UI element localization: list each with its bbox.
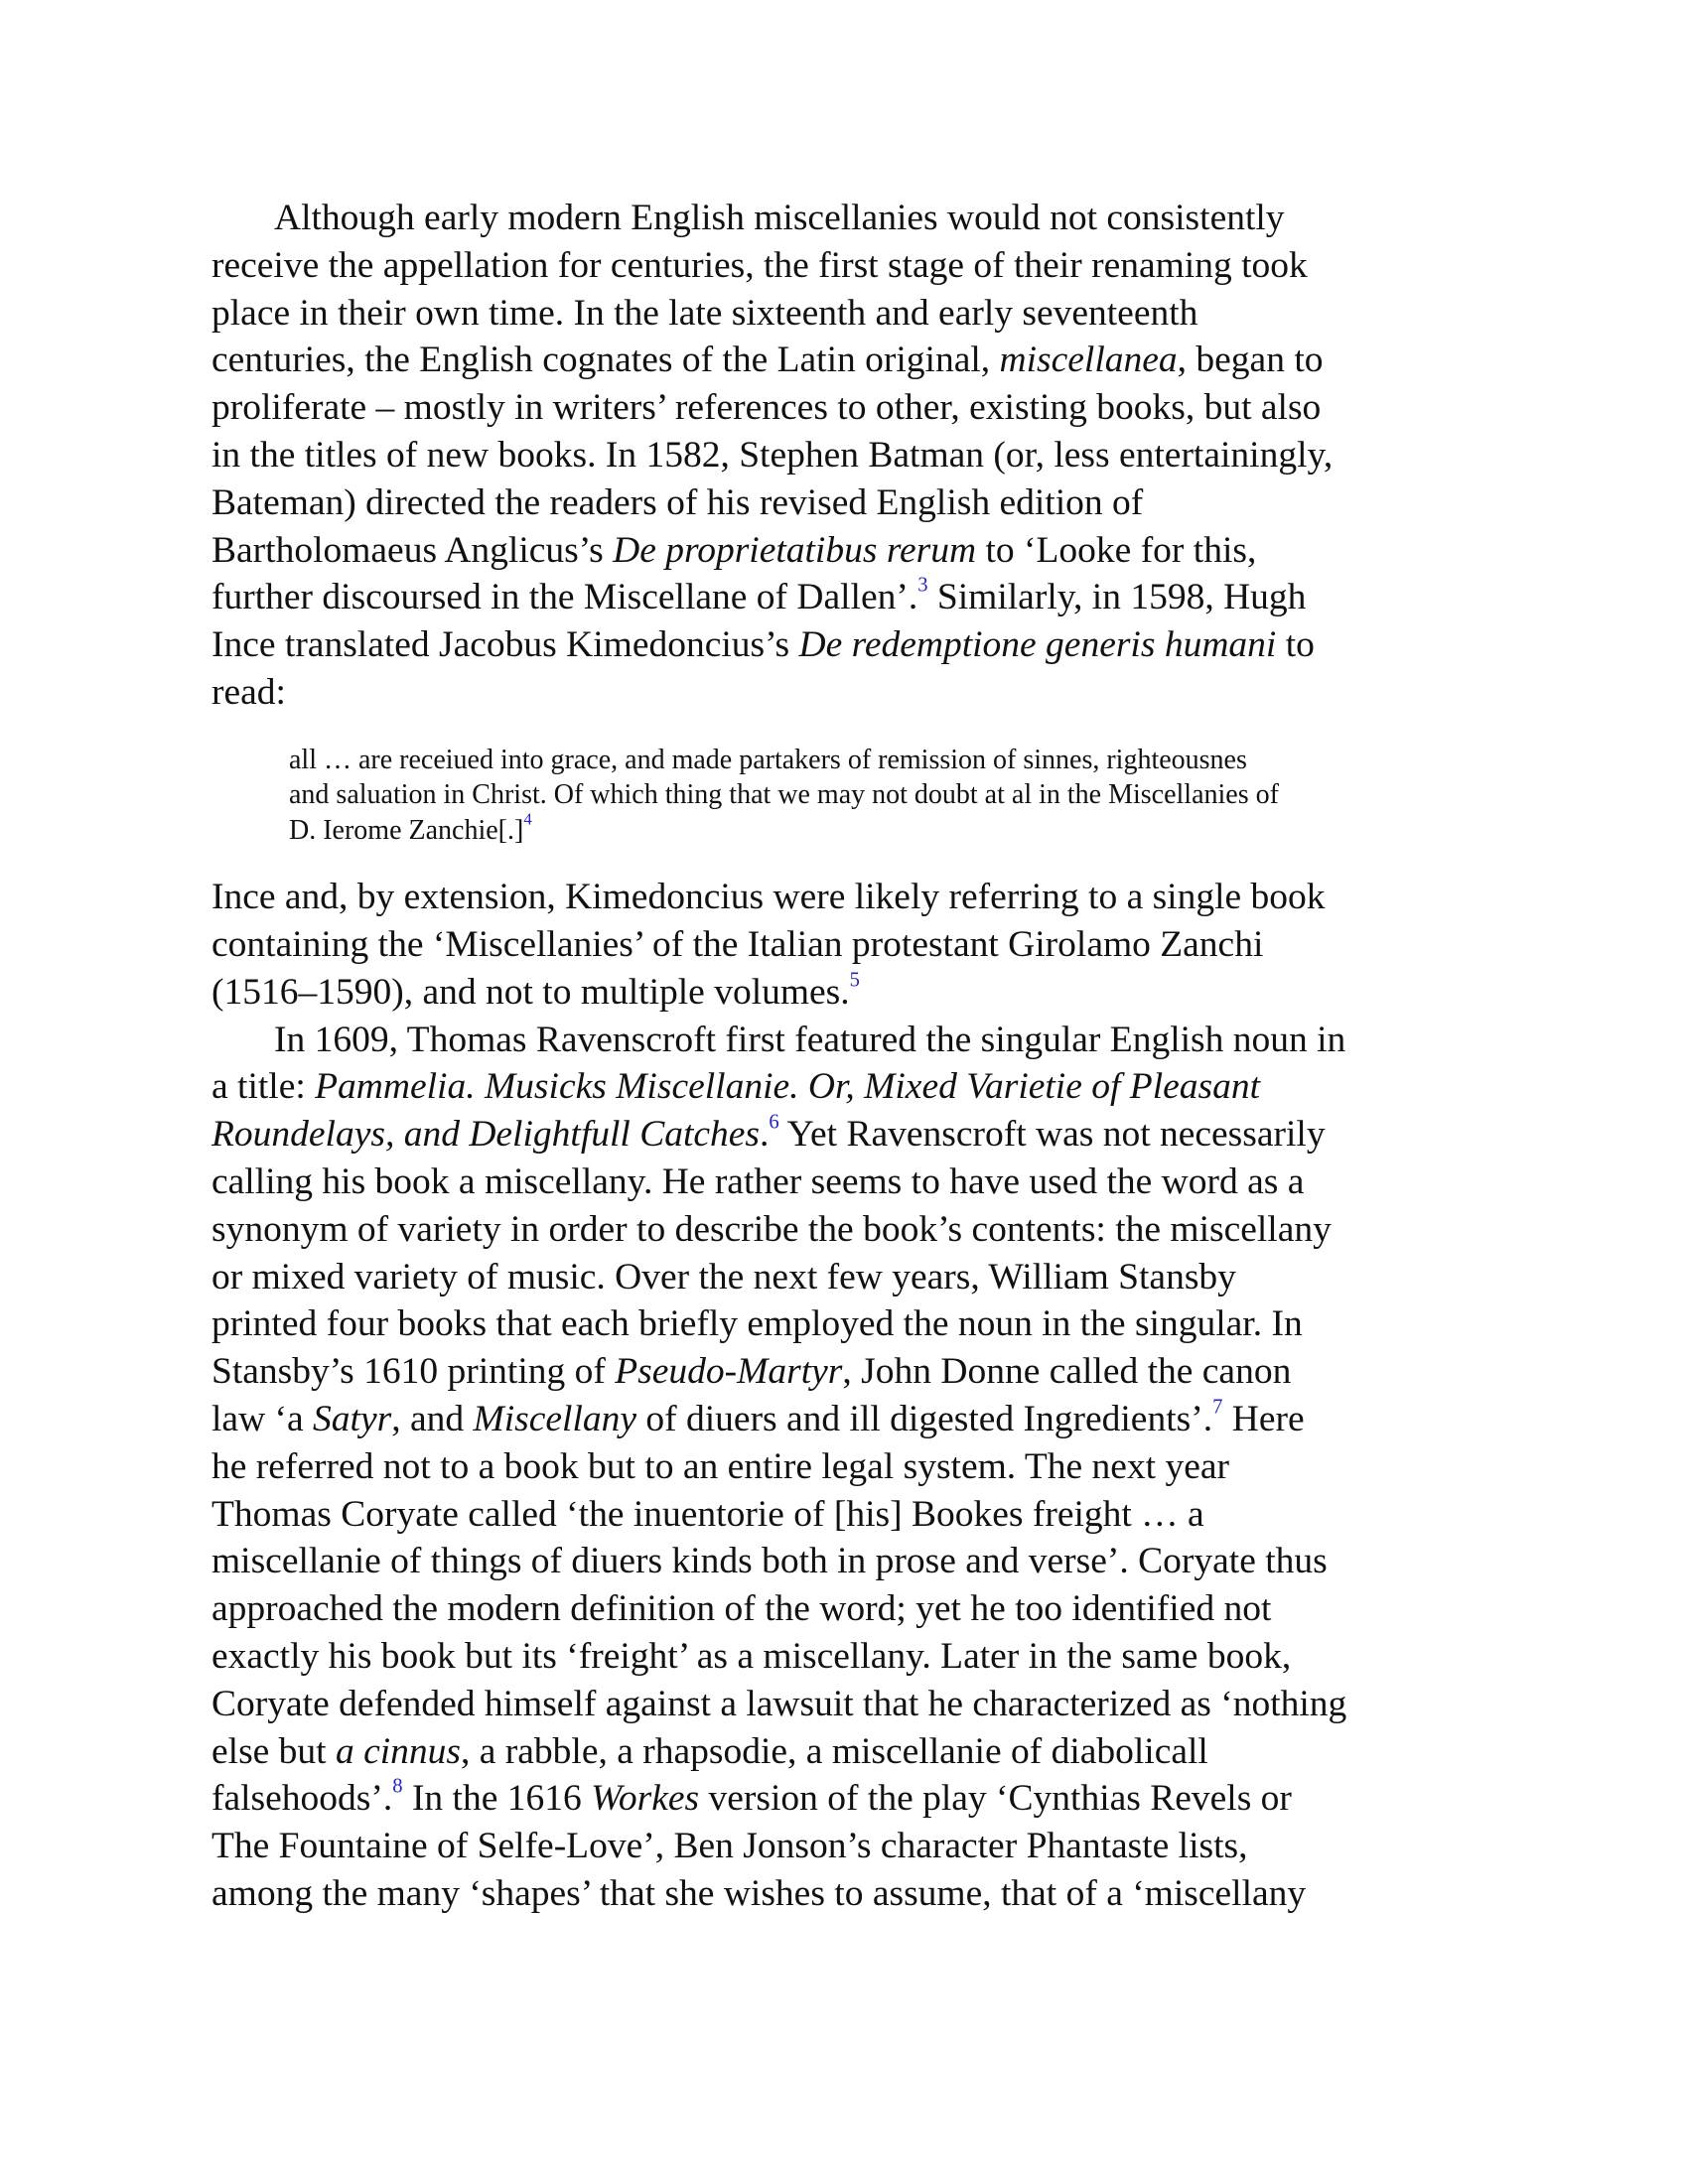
paragraph-3: [211, 1017, 1482, 1918]
text-line: law ‘a Satyr, and Miscellany of diuers and ill digested Ingredients’.$^7$ Here: [211, 1396, 1305, 1440]
footnote-marker[interactable]: 6: [769, 1111, 779, 1134]
text-line: proliferate – mostly in writers’ references to other, existing books, but also: [211, 387, 1322, 429]
text-line: approached the modern definition of the word; yet he too identified not: [211, 1588, 1272, 1630]
footnote-marker[interactable]: 5: [849, 969, 860, 992]
block-quote: [289, 743, 1482, 849]
text-line: Stansby’s 1610 printing of Pseudo-Martyr, John Donne called the canon: [211, 1351, 1292, 1393]
quote-line: D. Ierome Zanchie[.]$^4$: [289, 809, 532, 846]
text-line: Roundelays, and Delightfull Catches.$^6$ Yet Ravenscroft was not necessarily: [211, 1111, 1326, 1156]
footnote-marker[interactable]: 4: [523, 809, 532, 829]
text-line: falsehoods’.$^8$ In the 1616 Workes version of the play ‘Cynthias Revels or: [211, 1775, 1292, 1820]
text-line: The Fountaine of Selfe-Love’, Ben Jonson’s character Phantaste lists,: [211, 1826, 1248, 1867]
text-line: containing the ‘Miscellanies’ of the Italian protestant Girolamo Zanchi: [211, 924, 1264, 966]
paragraph-2: [211, 874, 1482, 1016]
text-line: In 1609, Thomas Ravenscroft first featured the singular English noun in: [274, 1019, 1346, 1060]
footnote-marker[interactable]: 3: [917, 574, 928, 597]
text-line: centuries, the English cognates of the Latin original, miscellanea, began to: [211, 340, 1324, 381]
text-line: among the many ‘shapes’ that she wishes to assume, that of a ‘miscellany: [211, 1873, 1307, 1914]
footnote-marker[interactable]: 8: [392, 1775, 403, 1798]
text-line: synonym of variety in order to describe the book’s contents: the miscellany: [211, 1208, 1332, 1250]
text-line: Although early modern English miscellanies would not consistently: [274, 198, 1285, 238]
text-line: further discoursed in the Miscellane of Dallen’.$^3$ Similarly, in 1598, Hugh: [211, 574, 1307, 618]
text-line: Ince translated Jacobus Kimedoncius’s De redemptione generis humani to: [211, 624, 1315, 666]
text-line: calling his book a miscellany. He rather seems to have used the word as a: [211, 1161, 1305, 1203]
text-line: else but a cinnus, a rabble, a rhapsodie, a miscellanie of diabolicall: [211, 1730, 1208, 1772]
footnote-marker[interactable]: 7: [1212, 1396, 1223, 1419]
text-line: in the titles of new books. In 1582, Stephen Batman (or, less entertainingly,: [211, 434, 1334, 476]
text-line: exactly his book but its ‘freight’ as a miscellany. Later in the same book,: [211, 1636, 1292, 1678]
text-line: (1516–1590), and not to multiple volumes.$^5$: [211, 969, 860, 1013]
text-line: Bartholomaeus Anglicus’s De proprietatibus rerum to ‘Looke for this,: [211, 529, 1257, 571]
text-line: receive the appellation for centuries, the first stage of their renaming took: [211, 244, 1308, 286]
text-line: a title: Pammelia. Musicks Miscellanie. Or, Mixed Varietie of Pleasant: [211, 1066, 1261, 1108]
text-line: printed four books that each briefly employed the noun in the singular. In: [211, 1303, 1303, 1345]
text-line: read:: [211, 671, 286, 713]
text-line: place in their own time. In the late sixteenth and early seventeenth: [211, 292, 1198, 334]
quote-line: and saluation in Christ. Of which thing that we may not doubt at al in the Miscellanies of: [289, 779, 1279, 811]
paragraph-1: [211, 195, 1482, 717]
text-line: miscellanie of things of diuers kinds both in prose and verse’. Coryate thus: [211, 1541, 1328, 1582]
document-page: [211, 195, 1482, 1918]
text-line: Thomas Coryate called ‘the inuentorie of [his] Bookes freight … a: [211, 1493, 1204, 1535]
text-line: Coryate defended himself against a lawsuit that he characterized as ‘nothing: [211, 1683, 1347, 1724]
text-line: Bateman) directed the readers of his revised English edition of: [211, 481, 1144, 523]
text-line: or mixed variety of music. Over the next few years, William Stansby: [211, 1256, 1236, 1297]
quote-line: all … are receiued into grace, and made partakers of remission of sinnes, righteousnes: [289, 744, 1247, 775]
text-line: Ince and, by extension, Kimedoncius were likely referring to a single book: [211, 877, 1326, 918]
text-line: he referred not to a book but to an entire legal system. The next year: [211, 1445, 1229, 1487]
